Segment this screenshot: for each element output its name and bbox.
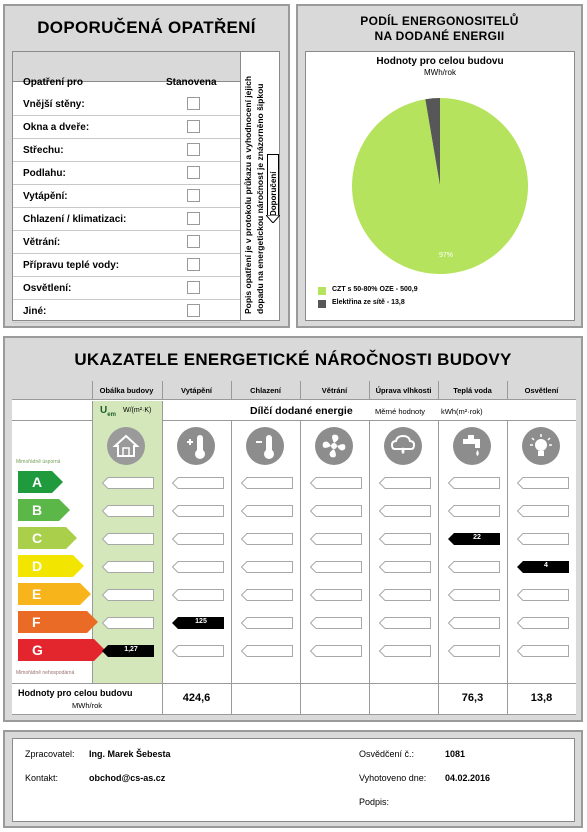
author-value: Ing. Marek Šebesta [89, 749, 171, 759]
measure-checkbox[interactable] [187, 166, 200, 179]
measure-checkbox[interactable] [187, 120, 200, 133]
footer-inner [12, 738, 575, 822]
side-note-2: dopadu na energetickou náročnost je znázorněno šipkou [255, 83, 265, 314]
grade-letter: B [32, 502, 43, 518]
uem-symbol: U [100, 405, 108, 416]
totals-row-bottom-line [12, 714, 576, 715]
fan-icon [315, 427, 353, 465]
indicator-slot [241, 588, 293, 600]
specific-values-label: Měrné hodnoty [375, 407, 426, 416]
total-value: 13,8 [530, 692, 553, 704]
measure-checkbox[interactable] [187, 212, 200, 225]
column-header: Teplá voda [453, 386, 492, 395]
measure-checkbox[interactable] [187, 304, 200, 317]
author-label: Zpracovatel: [25, 749, 75, 759]
uem-subscript: em [107, 412, 116, 418]
contact-label: Kontakt: [25, 773, 59, 783]
measure-label: Vnější stěny: [23, 99, 85, 110]
energy-grid [12, 381, 576, 715]
totals-unit: MWh/rok [72, 701, 102, 710]
house-icon [107, 427, 145, 465]
energy-indicators-title: UKAZATELE ENERGETICKÉ NÁROČNOSTI BUDOVY [74, 350, 512, 369]
indicator-slot [241, 476, 293, 488]
total-value: 424,6 [182, 692, 211, 704]
contact-value[interactable]: obchod@cs-as.cz [89, 773, 166, 783]
column-divider [162, 381, 163, 400]
light-bulb-icon [522, 427, 560, 465]
indicator-slot [379, 644, 431, 656]
indicator-slot [310, 532, 362, 544]
indicator-value: 4 [544, 562, 548, 569]
energy-share-panel [296, 4, 583, 328]
uem-unit: W/(m²·K) [123, 407, 152, 414]
side-divider [240, 52, 241, 320]
column-divider [300, 421, 301, 683]
humidity-cloud-icon [384, 427, 422, 465]
indicator-marker [172, 616, 224, 628]
measure-label: Jiné: [23, 306, 47, 317]
measure-checkbox[interactable] [187, 189, 200, 202]
indicator-slot [517, 532, 569, 544]
grade-letter: C [32, 530, 43, 546]
measure-label: Přípravu teplé vody: [23, 260, 120, 271]
indicator-slot [310, 560, 362, 572]
indicator-slot [241, 644, 293, 656]
indicator-slot [241, 532, 293, 544]
indicator-marker [102, 644, 154, 656]
recommended-measures-panel [3, 4, 290, 328]
specific-values-unit: kWh(m²·rok) [441, 407, 483, 416]
indicator-slot [517, 616, 569, 628]
totals-divider [231, 683, 232, 714]
indicator-slot [241, 616, 293, 628]
indicator-slot [379, 616, 431, 628]
grade-letter: F [32, 614, 41, 630]
legend-label: CZT s 50-80% OZE - 500,9 [332, 286, 418, 293]
measure-row [13, 277, 240, 300]
indicator-slot [448, 560, 500, 572]
indicator-slot [310, 616, 362, 628]
column-header: Chlazení [250, 386, 281, 395]
measure-label: Osvětlení: [23, 283, 72, 294]
col-set-label: Stanovena [166, 77, 217, 88]
energy-indicators-panel [3, 336, 583, 722]
indicator-slot [172, 644, 224, 656]
grade-arrow-a [18, 471, 63, 493]
indicator-slot [310, 504, 362, 516]
indicator-slot [172, 532, 224, 544]
indicator-slot [310, 476, 362, 488]
chart-unit: MWh/rok [424, 68, 456, 77]
measures-table-header [13, 52, 240, 88]
indicator-slot [310, 644, 362, 656]
measure-row [13, 93, 240, 116]
indicator-slot [379, 532, 431, 544]
legend-swatch [318, 300, 326, 308]
grade-arrow-c [18, 527, 77, 549]
column-divider [300, 381, 301, 400]
footer-panel [3, 730, 583, 828]
pie-slice [352, 98, 528, 274]
indicator-slot [448, 616, 500, 628]
indicator-slot [448, 476, 500, 488]
indicator-slot [102, 532, 154, 544]
indicator-slot [379, 588, 431, 600]
column-divider [369, 421, 370, 683]
indicator-slot [517, 504, 569, 516]
date-label: Vyhotoveno dne: [359, 773, 427, 783]
column-divider [369, 381, 370, 400]
indicator-slot [448, 588, 500, 600]
column-divider [92, 381, 93, 400]
indicator-slot [517, 588, 569, 600]
grade-arrow-f [18, 611, 98, 633]
grade-arrow-b [18, 499, 70, 521]
measure-row [13, 139, 240, 162]
total-value: 76,3 [461, 692, 484, 704]
indicator-slot [102, 504, 154, 516]
indicator-slot [379, 560, 431, 572]
energy-share-title-2: NA DODANÉ ENERGII [374, 29, 505, 43]
measure-checkbox[interactable] [187, 235, 200, 248]
water-tap-icon [453, 427, 491, 465]
slice-label: 97% [439, 252, 454, 259]
column-divider [231, 381, 232, 400]
measures-table [12, 51, 280, 321]
measure-label: Okna a dveře: [23, 122, 90, 133]
column-header: Větrání [321, 386, 348, 395]
indicator-slot [102, 588, 154, 600]
indicator-slot [172, 588, 224, 600]
indicator-value: 125 [195, 618, 207, 625]
side-note-1: Popis opatření je v protokolu průkazu a vyhodnocení jejich [243, 75, 253, 314]
legend-swatch [318, 287, 326, 295]
indicator-slot [448, 644, 500, 656]
grade-arrow-e [18, 583, 91, 605]
col-measure-label: Opatření pro [23, 77, 84, 88]
grade-letter: G [32, 642, 43, 658]
measure-label: Vytápění: [23, 191, 68, 202]
measure-label: Podlahu: [23, 168, 66, 179]
measure-row [13, 254, 240, 277]
scale-bottom-label: Mimořádně nehospodárná [16, 670, 75, 676]
pie-chart-area [305, 51, 575, 321]
totals-divider [300, 683, 301, 714]
column-divider [162, 401, 163, 683]
measure-checkbox[interactable] [187, 258, 200, 271]
measure-row [13, 162, 240, 185]
indicator-slot [379, 476, 431, 488]
measure-label: Větrání: [23, 237, 61, 248]
indicator-value: 1,27 [124, 646, 138, 653]
indicator-slot [517, 476, 569, 488]
measure-row [13, 208, 240, 231]
totals-label: Hodnoty pro celou budovu [18, 688, 133, 698]
measure-label: Střechu: [23, 145, 64, 156]
indicator-slot [241, 504, 293, 516]
partial-energy-title: Dílčí dodané energie [250, 405, 353, 417]
grade-arrow-g [18, 639, 105, 661]
date-value: 04.02.2016 [445, 773, 491, 783]
column-divider [438, 381, 439, 400]
recommendation-arrow-label: Doporučení [269, 171, 278, 216]
column-header: Úprava vlhkosti [375, 386, 432, 395]
chart-title: Hodnoty pro celou budovu [376, 56, 504, 67]
indicator-slot [379, 504, 431, 516]
indicator-marker [517, 560, 569, 572]
column-header: Obálka budovy [99, 386, 154, 395]
energy-share-title-1: PODÍL ENERGONOSITELŮ [360, 14, 519, 28]
pie-chart [350, 96, 530, 276]
measure-checkbox[interactable] [187, 281, 200, 294]
signature-label: Podpis: [359, 797, 390, 807]
indicator-slot [241, 560, 293, 572]
column-divider [231, 421, 232, 683]
column-header: Osvětlení [524, 386, 559, 395]
measure-row [13, 231, 240, 254]
totals-row-top-line [12, 683, 576, 684]
column-header: Vytápění [181, 386, 212, 395]
indicator-slot [517, 644, 569, 656]
subheader-line-left [12, 420, 92, 421]
measure-checkbox[interactable] [187, 143, 200, 156]
grade-letter: D [32, 558, 43, 574]
measure-row [13, 185, 240, 208]
measure-checkbox[interactable] [187, 97, 200, 110]
thermometer-minus-icon [246, 427, 284, 465]
grade-letter: E [32, 586, 42, 602]
uem-label [100, 405, 116, 418]
indicator-slot [102, 476, 154, 488]
cert-label: Osvědčení č.: [359, 749, 415, 759]
indicator-slot [448, 504, 500, 516]
measure-label: Chlazení / klimatizaci: [23, 214, 127, 225]
indicator-slot [102, 560, 154, 572]
indicator-slot [102, 616, 154, 628]
scale-top-label: Mimořádně úsporná [16, 459, 61, 465]
totals-divider [369, 683, 370, 714]
indicator-slot [172, 476, 224, 488]
cert-value: 1081 [445, 749, 466, 759]
measure-row [13, 300, 240, 323]
column-divider [438, 421, 439, 683]
indicator-slot [310, 588, 362, 600]
recommended-measures-title: DOPORUČENÁ OPATŘENÍ [37, 18, 256, 37]
indicator-slot [172, 560, 224, 572]
column-divider [507, 381, 508, 400]
measure-row [13, 116, 240, 139]
indicator-value: 22 [473, 534, 481, 541]
indicator-marker [448, 532, 500, 544]
grade-letter: A [32, 474, 43, 490]
indicator-slot [172, 504, 224, 516]
thermometer-plus-icon [177, 427, 215, 465]
recommendation-arrow-tip [266, 215, 280, 223]
legend-label: Elektřina ze sítě - 13,8 [332, 299, 405, 306]
column-divider [507, 421, 508, 683]
grade-arrow-d [18, 555, 84, 577]
